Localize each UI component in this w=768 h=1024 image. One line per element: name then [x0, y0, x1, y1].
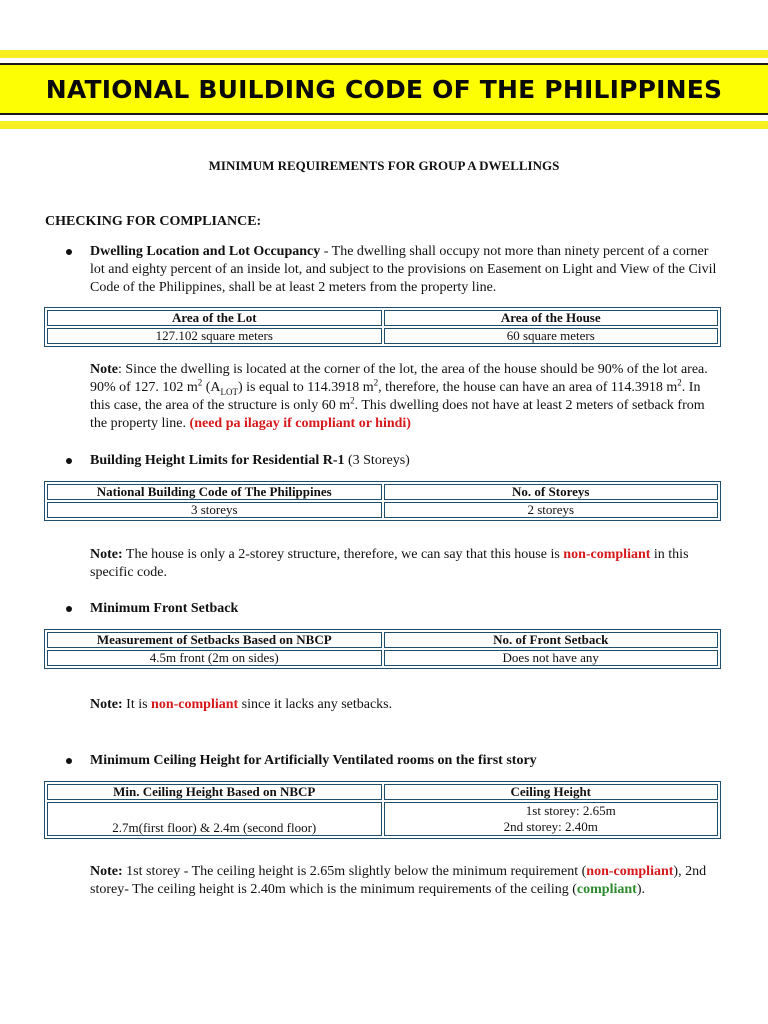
- superscript: 2: [373, 377, 379, 388]
- table-header-cell: Measurement of Setbacks Based on NBCP: [47, 632, 382, 648]
- table-header-cell: No. of Front Setback: [384, 632, 719, 648]
- item4-paragraph: [90, 752, 722, 770]
- table-cell: [384, 802, 719, 836]
- table-header-cell: Area of the House: [384, 310, 719, 326]
- item2-paragraph: [90, 452, 722, 470]
- item3-note: [90, 696, 722, 714]
- note-label: Note: [90, 362, 118, 377]
- ceiling-first-storey: 1st storey: 2.65m: [525, 803, 616, 818]
- note-text: The house is only a 2-storey structure, therefore, we can say that this house is: [122, 547, 564, 562]
- section-heading: CHECKING FOR COMPLIANCE:: [45, 214, 262, 229]
- item3-title: Minimum Front Setback: [90, 601, 239, 616]
- note-label: Note:: [90, 697, 123, 712]
- document-subtitle: MINIMUM REQUIREMENTS FOR GROUP A DWELLINGS: [208, 158, 560, 173]
- item1-note: [90, 361, 722, 433]
- superscript: 2: [350, 395, 355, 406]
- table-cell: 127.102 square meters: [47, 328, 382, 344]
- note-text: . This dwelling does not have at least 2 meters of setback from the property line.: [90, 398, 705, 431]
- ceiling-height-table: [44, 781, 721, 839]
- bullet-icon: [66, 606, 72, 612]
- item4-note: [90, 863, 722, 899]
- status-noncompliant: non-compliant: [586, 864, 674, 879]
- header-stripe-top: [0, 50, 768, 58]
- note-text: in this specific code.: [90, 547, 689, 580]
- note-text: . In this case, the area of the structure is only 60 m: [90, 380, 701, 413]
- table-header-cell: Ceiling Height: [384, 784, 719, 800]
- table-header-cell: No. of Storeys: [384, 484, 719, 500]
- subscript: LOT: [220, 386, 238, 397]
- table-cell: Does not have any: [384, 650, 719, 666]
- table-header-cell: National Building Code of The Philippines: [47, 484, 382, 500]
- table-cell: 2 storeys: [384, 502, 719, 518]
- note-text: (A: [202, 380, 221, 395]
- status-noncompliant: non-compliant: [151, 697, 239, 712]
- note-label: Note:: [90, 547, 123, 562]
- setback-table: [44, 629, 721, 669]
- note-text: ) is equal to 114.3918 m: [238, 380, 374, 395]
- item4-title: Minimum Ceiling Height for Artificially Ventilated rooms on the first story: [90, 753, 537, 768]
- bullet-icon: [66, 249, 72, 255]
- header-banner: [0, 63, 768, 115]
- table-cell: 2.7m(first floor) & 2.4m (second floor): [47, 802, 382, 836]
- header-stripe-bottom: [0, 121, 768, 129]
- note-text: since it lacks any setbacks.: [238, 697, 393, 712]
- table-cell: 3 storeys: [47, 502, 382, 518]
- table-cell: 60 square meters: [384, 328, 719, 344]
- bullet-icon: [66, 758, 72, 764]
- table-header-cell: Min. Ceiling Height Based on NBCP: [47, 784, 382, 800]
- note-text: ), 2nd storey- The ceiling height is 2.40m which is the minimum requirements of the ceiling (: [90, 864, 707, 897]
- ceiling-second-storey: 2nd storey: 2.40m: [503, 819, 598, 834]
- superscript: 2: [197, 377, 203, 388]
- item1-title: Dwelling Location and Lot Occupancy: [90, 244, 321, 259]
- note-label: Note:: [90, 864, 123, 879]
- table-cell: 4.5m front (2m on sides): [47, 650, 382, 666]
- item2-suffix: (3 Storeys): [344, 453, 410, 468]
- table-header-cell: Area of the Lot: [47, 310, 382, 326]
- superscript: 2: [677, 377, 682, 388]
- note-text: , therefore, the house can have an area of 114.3918 m: [378, 380, 678, 395]
- page-title: NATIONAL BUILDING CODE OF THE PHILIPPINES: [45, 74, 723, 104]
- note-text: It is: [122, 697, 152, 712]
- item2-title: Building Height Limits for Residential R-1: [90, 453, 345, 468]
- item3-paragraph: [90, 600, 722, 618]
- note-text: : Since the dwelling is located at the corner of the lot, the area of the house should be 90% of the lot area. 90% of 127. 102 m: [90, 362, 708, 395]
- status-noncompliant: non-compliant: [563, 547, 651, 562]
- storeys-table: [44, 481, 721, 521]
- item1-paragraph: [90, 243, 722, 297]
- bullet-icon: [66, 458, 72, 464]
- note-text: ).: [636, 882, 645, 897]
- status-compliant: compliant: [576, 882, 637, 897]
- item1-text: - The dwelling shall occupy not more than ninety percent of a corner lot and eighty percent of an inside lot, and subject to the provisions on Easement on Light and View of the Civil Code of the Philippines, shall be at least 2 meters from the property line.: [90, 244, 717, 295]
- note-flag-red: (need pa ilagay if compliant or hindi): [189, 416, 411, 431]
- item2-note: [90, 546, 722, 582]
- lot-area-table: [44, 307, 721, 347]
- note-text: 1st storey - The ceiling height is 2.65m slightly below the minimum requirement (: [122, 864, 587, 879]
